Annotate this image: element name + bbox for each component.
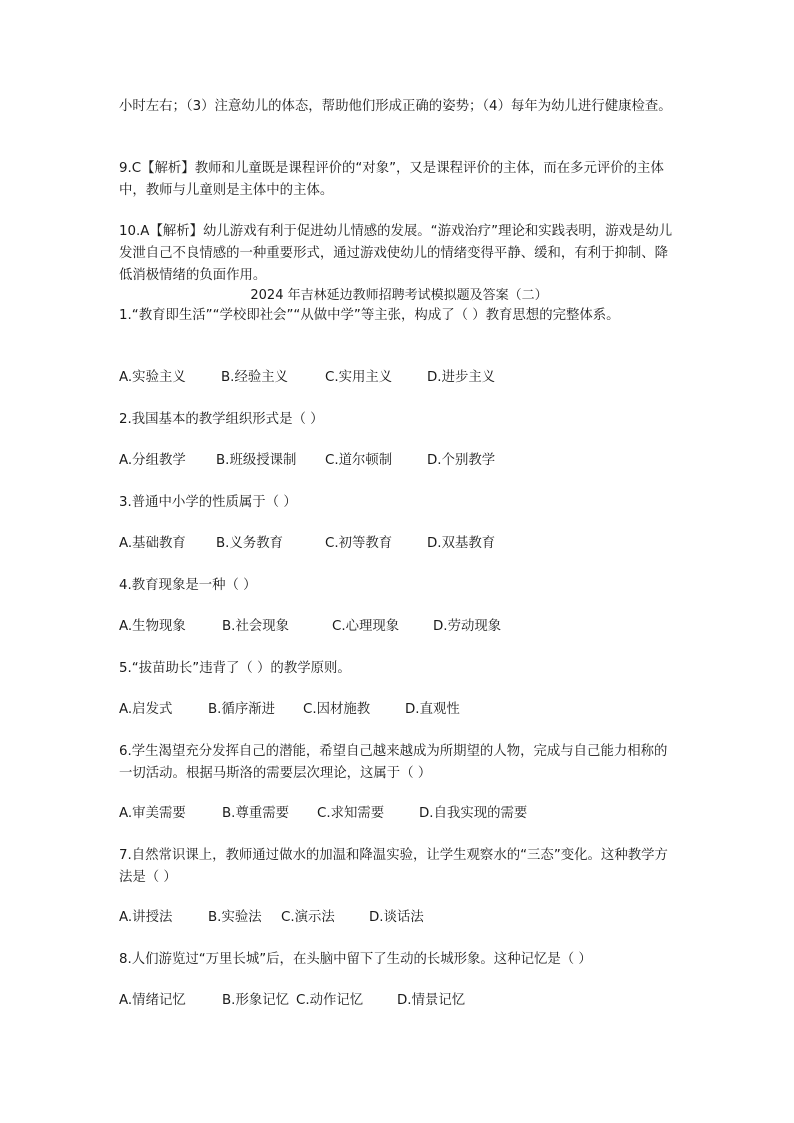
option-b: B.经验主义 (221, 370, 289, 385)
option-d: D.进步主义 (427, 370, 496, 385)
option-d: D.直观性 (405, 702, 460, 717)
option-d: D.谈话法 (369, 910, 424, 925)
option-d: D.个别教学 (427, 453, 496, 468)
option-a: A.生物现象 (119, 619, 186, 634)
question-2-stem: 2.我国基本的教学组织形式是（ ） (119, 412, 324, 427)
answer-10-explanation: 10.A【解析】幼儿游戏有利于促进幼儿情感的发展。“游戏治疗”理论和实践表明，游戏是幼儿发泄自己不良情感的一种重要形式，通过游戏使幼儿的情绪变得平静、缓和，有利于抑制、降低消极情绪的负面作用。 (119, 224, 673, 283)
question-1-stem: 1.“教育即生活”“学校即社会”“从做中学”等主张，构成了（ ）教育思想的完整体系。 (119, 308, 620, 323)
option-b: B.形象记忆 (222, 993, 290, 1008)
option-b: B.尊重需要 (222, 806, 290, 821)
option-d: D.自我实现的需要 (419, 806, 528, 821)
option-a: A.启发式 (119, 702, 173, 717)
option-b: B.实验法 (208, 910, 262, 925)
option-c: C.演示法 (281, 910, 335, 925)
option-c: C.初等教育 (325, 536, 393, 551)
option-c: C.实用主义 (325, 370, 393, 385)
option-a: A.情绪记忆 (119, 993, 186, 1008)
option-d: D.劳动现象 (433, 619, 502, 634)
section-title: 2024 年吉林延边教师招聘考试模拟题及答案（二） (250, 288, 548, 303)
answer-9-explanation: 9.C【解析】教师和儿童既是课程评价的“对象”，又是课程评价的主体，而在多元评价的主体中，教师与儿童则是主体中的主体。 (119, 161, 664, 198)
question-5-stem: 5.“拔苗助长”违背了（ ）的教学原则。 (119, 661, 351, 676)
question-6-stem: 6.学生渴望充分发挥自己的潜能，希望自己越来越成为所期望的人物，完成与自己能力相称的一切活动。根据马斯洛的需要层次理论，这属于（ ） (119, 744, 668, 781)
question-7-stem: 7.自然常识课上，教师通过做水的加温和降温实验，让学生观察水的“三态”变化。这种教学方法是（ ） (119, 848, 668, 885)
option-a: A.实验主义 (119, 370, 186, 385)
option-c: C.动作记忆 (296, 993, 364, 1008)
option-b: B.班级授课制 (216, 453, 297, 468)
option-b: B.社会现象 (222, 619, 290, 634)
option-b: B.义务教育 (216, 536, 284, 551)
option-a: A.基础教育 (119, 536, 186, 551)
question-4-stem: 4.教育现象是一种（ ） (119, 578, 257, 593)
option-b: B.循序渐进 (208, 702, 276, 717)
answer-8-continuation: 小时左右；（3）注意幼儿的体态，帮助他们形成正确的姿势；（4）每年为幼儿进行健康检查。 (119, 99, 672, 114)
option-c: C.心理现象 (332, 619, 400, 634)
option-a: A.讲授法 (119, 910, 173, 925)
option-c: C.因材施教 (303, 702, 371, 717)
option-a: A.分组教学 (119, 453, 186, 468)
option-d: D.情景记忆 (397, 993, 466, 1008)
option-a: A.审美需要 (119, 806, 186, 821)
option-c: C.道尔顿制 (325, 453, 393, 468)
question-3-stem: 3.普通中小学的性质属于（ ） (119, 495, 297, 510)
option-c: C.求知需要 (317, 806, 385, 821)
question-8-stem: 8.人们游览过“万里长城”后，在头脑中留下了生动的长城形象。这种记忆是（ ） (119, 952, 592, 967)
option-d: D.双基教育 (427, 536, 496, 551)
